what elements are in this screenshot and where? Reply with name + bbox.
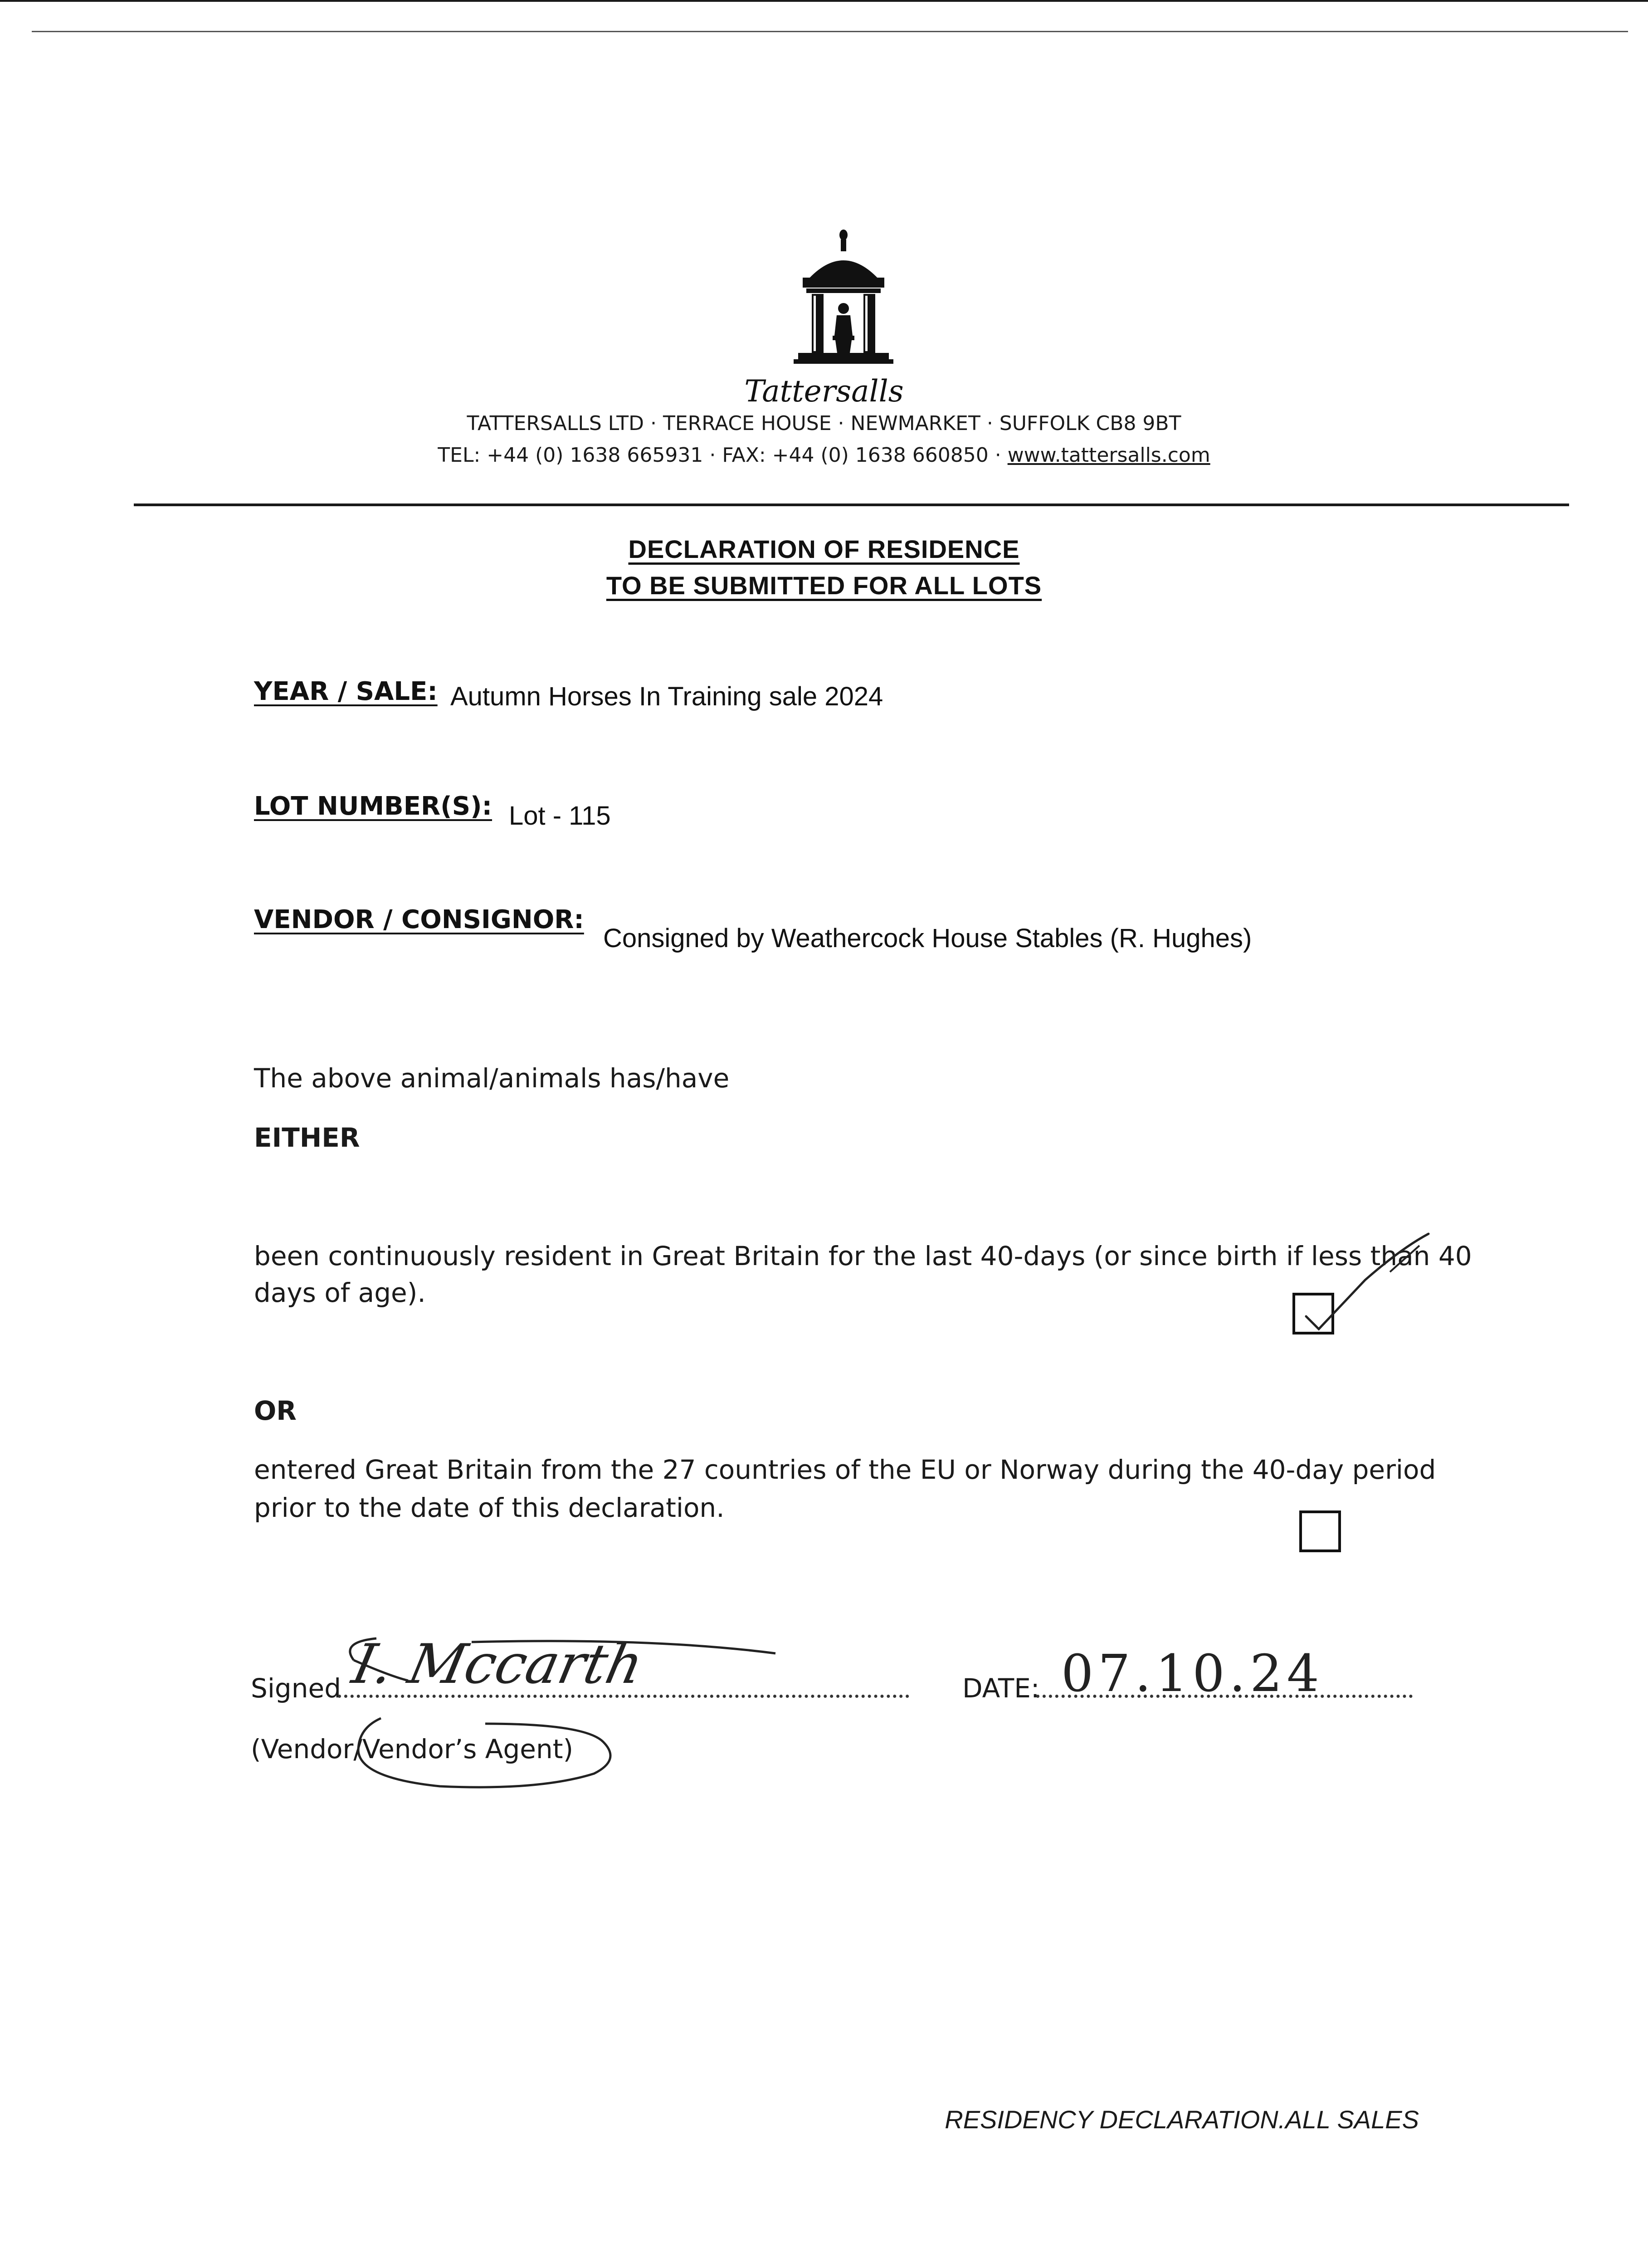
option2-line1: entered Great Britain from the 27 countries of the EU or Norway during the 40-day period — [254, 1454, 1436, 1485]
date-handwritten: 07.10.24 — [1061, 1644, 1324, 1703]
declaration-intro: The above animal/animals has/have — [254, 1063, 730, 1094]
top-edge-line — [0, 0, 1648, 2]
signed-label: Signed — [251, 1673, 341, 1704]
or-heading: OR — [254, 1395, 297, 1426]
option1-line2: days of age). — [254, 1277, 426, 1308]
signature-scribble: I. Mccarth — [347, 1633, 649, 1696]
contact-line — [0, 444, 1648, 467]
logo-wordmark: Tattersalls — [744, 374, 904, 409]
document-subtitle: TO BE SUBMITTED FOR ALL LOTS — [606, 571, 1042, 600]
form-footer: RESIDENCY DECLARATION.ALL SALES — [945, 2105, 1419, 2134]
contact-phone-fax: TEL: +44 (0) 1638 665931 · FAX: +44 (0) 1638 660850 · — [438, 444, 1008, 467]
role-circle — [349, 1710, 621, 1796]
year-sale-label: YEAR / SALE: — [254, 677, 438, 706]
document-title: DECLARATION OF RESIDENCE — [628, 535, 1020, 563]
option1-line1: been continuously resident in Great Britain for the last 40-days (or since birth if less than 40 — [254, 1241, 1472, 1271]
option2-checkbox[interactable] — [1299, 1510, 1341, 1552]
header-divider — [134, 503, 1569, 506]
option2-line2: prior to the date of this declaration. — [254, 1492, 725, 1523]
top-rule — [32, 31, 1628, 32]
vendor-value: Consigned by Weathercock House Stables (R. Hughes) — [603, 924, 1252, 953]
checkmark-icon — [1297, 1230, 1442, 1339]
tattersalls-logo-icon — [794, 227, 893, 372]
website-link[interactable]: www.tattersalls.com — [1007, 444, 1210, 467]
lot-number-label: LOT NUMBER(S): — [254, 792, 492, 821]
either-heading: EITHER — [254, 1122, 360, 1153]
date-label: DATE: — [962, 1673, 1040, 1704]
lot-number-value: Lot - 115 — [509, 801, 611, 831]
signatory-role: (Vendor/Vendor’s Agent) — [251, 1734, 574, 1765]
signature-flourish — [336, 1633, 780, 1706]
address-line: TATTERSALLS LTD · TERRACE HOUSE · NEWMARKET · SUFFOLK CB8 9BT — [467, 412, 1181, 435]
tattersalls-logo — [794, 227, 893, 372]
vendor-label: VENDOR / CONSIGNOR: — [254, 905, 584, 934]
year-sale-value: Autumn Horses In Training sale 2024 — [450, 682, 883, 711]
